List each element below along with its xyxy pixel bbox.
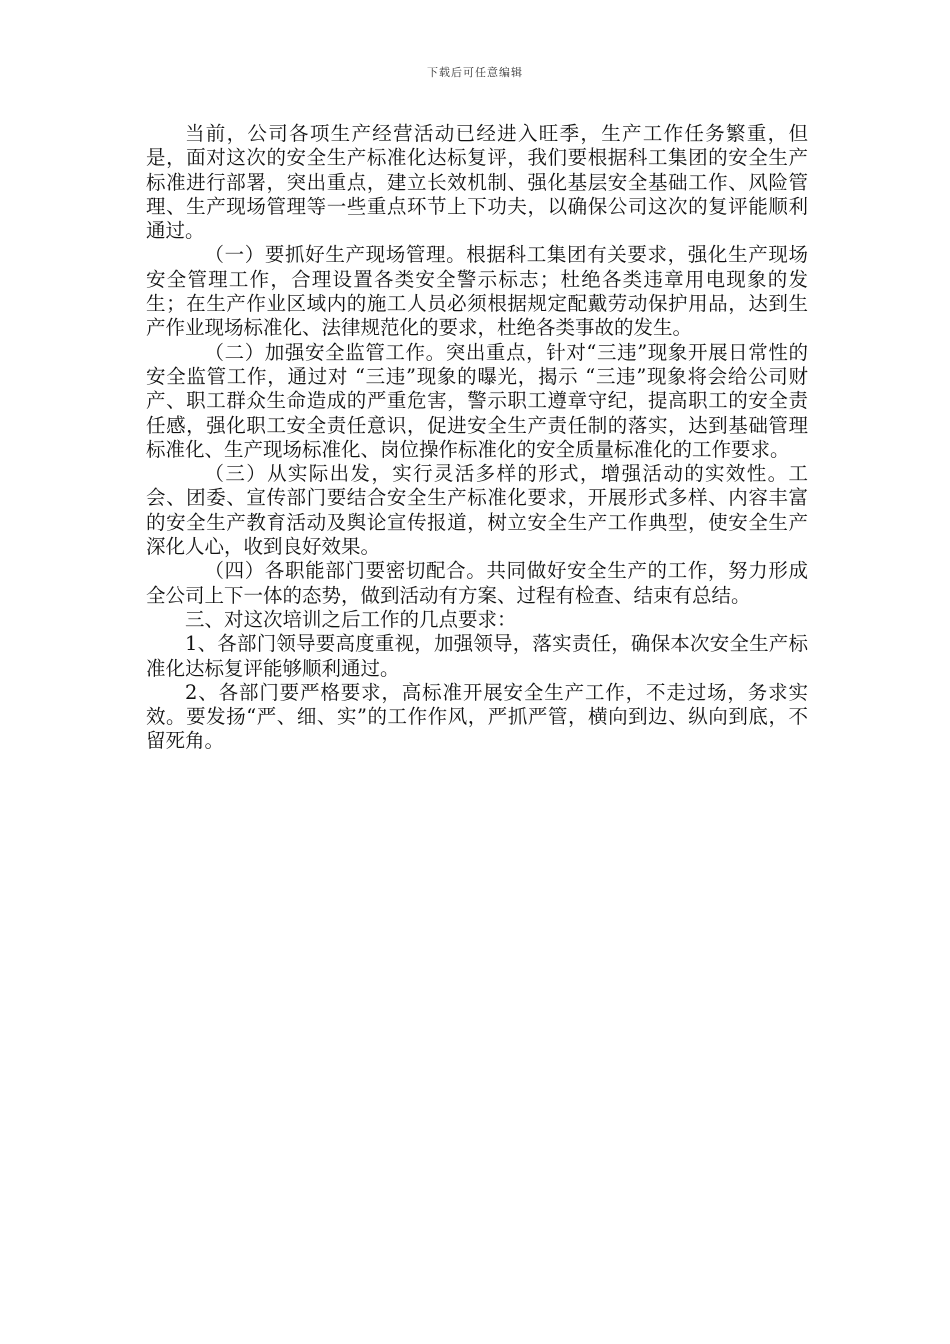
paragraph-intro: 当前，公司各项生产经营活动已经进入旺季，生产工作任务繁重，但是，面对这次的安全生产标准化达标复评，我们要根据科工集团的安全生产标准进行部署，突出重点，建立长效机制、强化基层安全基础工作、风险管理、生产现场管理等一些重点环节上下功夫，以确保公司这次的复评能顺利通过。 [146, 122, 808, 243]
page-header: 下载后可任意编辑 [427, 66, 523, 79]
requirement-1: 1、各部门领导要高度重视，加强领导，落实责任，确保本次安全生产标准化达标复评能够顺利通过。 [146, 632, 808, 680]
paragraph-item-2: （二）加强安全监管工作。突出重点，针对“三违”现象开展日常性的安全监管工作，通过对 “三违”现象的曝光，揭示 “三违”现象将会给公司财产、职工群众生命造成的严重危害，警示职工遵章守纪，提高职工的安全责任感，强化职工安全责任意识，促进安全生产责任制的落实，达到基础管理标准化、生产现场标准化、岗位操作标准化的安全质量标准化的工作要求。 [146, 340, 808, 461]
requirement-2: 2、各部门要严格要求，高标准开展安全生产工作，不走过场，务求实效。要发扬“严、细、实”的工作作风，严抓严管，横向到边、纵向到底，不留死角。 [146, 680, 808, 753]
paragraph-item-3: （三）从实际出发，实行灵活多样的形式，增强活动的实效性。工会、团委、宣传部门要结合安全生产标准化要求，开展形式多样、内容丰富的安全生产教育活动及舆论宣传报道，树立安全生产工作典型，使安全生产深化人心，收到良好效果。 [146, 462, 808, 559]
document-body [146, 122, 808, 754]
section-heading-3: 三、对这次培训之后工作的几点要求： [185, 607, 517, 631]
paragraph-item-4: （四）各职能部门要密切配合。共同做好安全生产的工作，努力形成全公司上下一体的态势，做到活动有方案、过程有检查、结束有总结。 [146, 559, 808, 607]
paragraph-item-1: （一）要抓好生产现场管理。根据科工集团有关要求，强化生产现场安全管理工作，合理设置各类安全警示标志；杜绝各类违章用电现象的发生；在生产作业区域内的施工人员必须根据规定配戴劳动保护用品，达到生产作业现场标准化、法律规范化的要求，杜绝各类事故的发生。 [146, 243, 808, 340]
